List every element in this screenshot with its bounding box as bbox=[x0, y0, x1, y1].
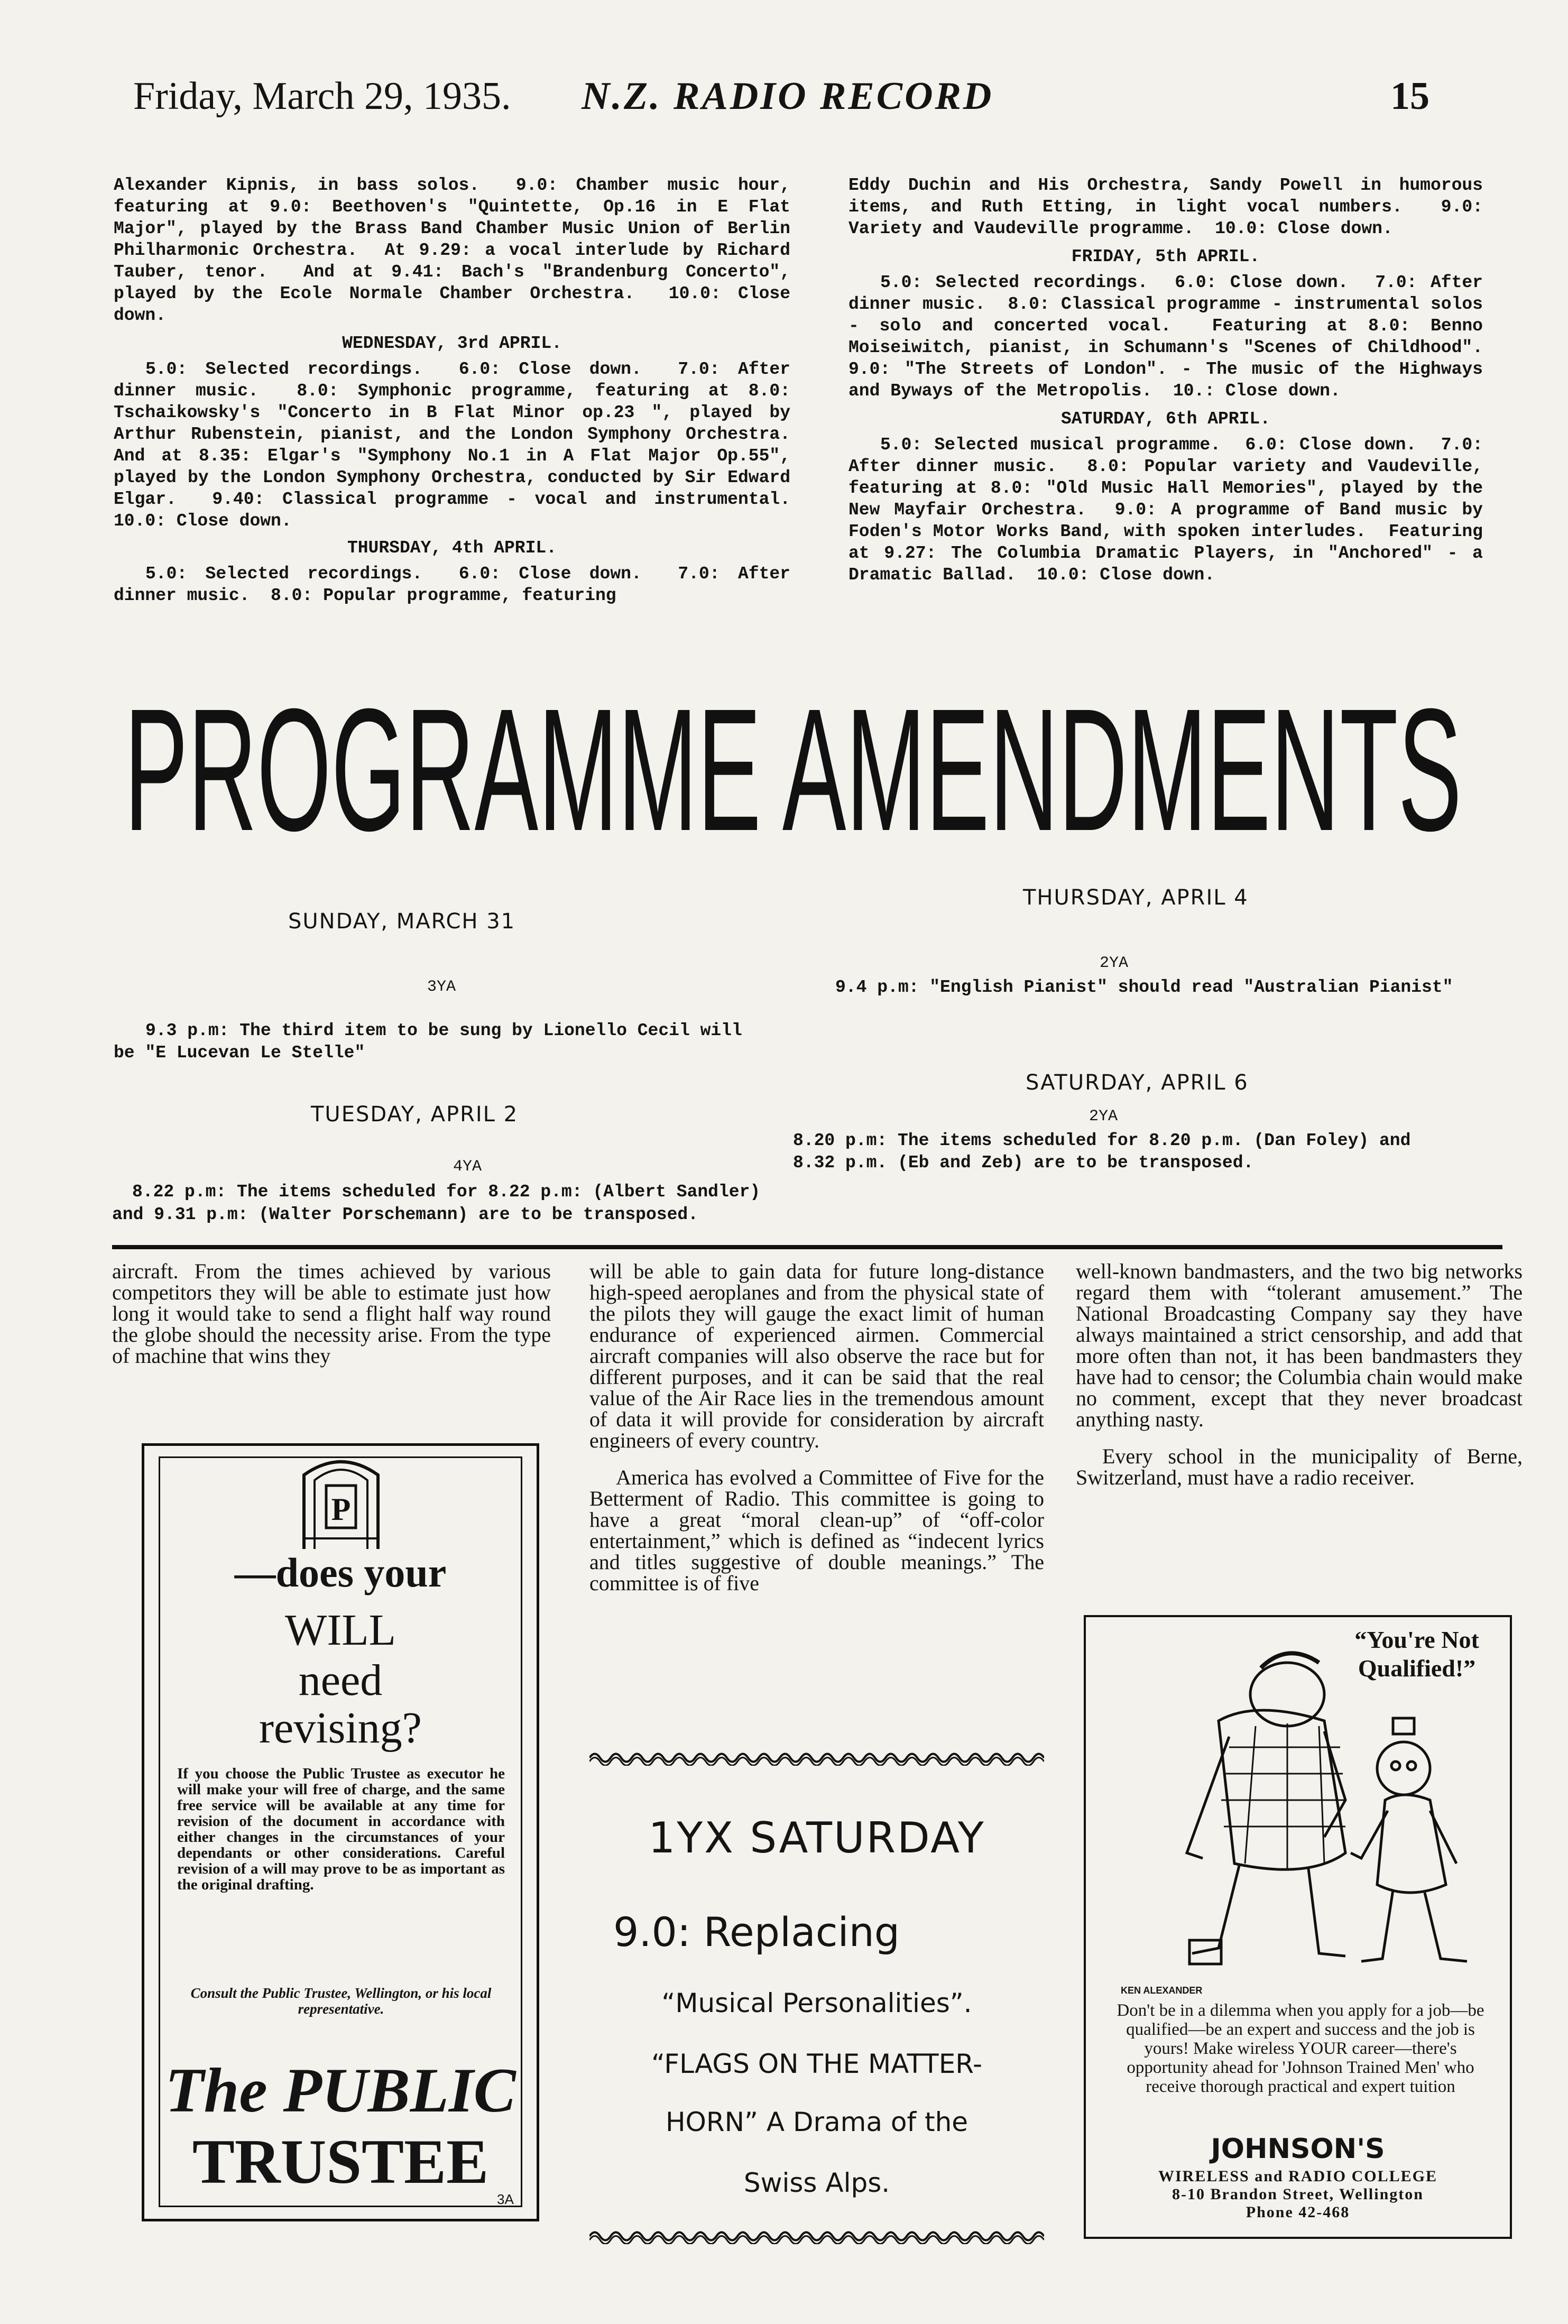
amend-saturday-line: 8.32 p.m. (Eb and Zeb) are to be transposed. bbox=[793, 1153, 1254, 1173]
trustee-headline-4: revising? bbox=[259, 1703, 422, 1753]
trustee-headline-3: need bbox=[298, 1656, 383, 1705]
programme-column-right bbox=[848, 174, 1504, 586]
trustee-body-text: If you choose the Public Trustee as executor he will make your will free of charge, and the same free service will be available at any time for revision of the document in accordance with either changes in the circumstances of your dependants or other considerations. Careful revision of a will may prove to be as important as the original drafting. bbox=[177, 1765, 505, 1893]
trustee-ad-code: 3A bbox=[497, 2191, 514, 2207]
news-paragraph: aircraft. From the times achieved by various competitors they will be able to estimate just how long it would take to send a flight half way round the globe should the necessity arise. From the type of machine that wins they bbox=[112, 1259, 551, 1368]
day-heading: WEDNESDAY, 3rd APRIL. bbox=[342, 334, 562, 353]
amend-tuesday-station: 4YA bbox=[453, 1158, 482, 1176]
programme-paragraph: 5.0: Selected recordings. 6.0: Close down. 7.0: After dinner music. 8.0: Classical programme - instrumental solos - solo and concerted vocal. Featuring at 8.0: Benno Moiseiwitch, pianist, in Schumann's "Scenes of Childhood". 9.0: "The Streets of London". - The music of the Highways and Byways of the Metropolis. 10.: Close down. bbox=[848, 273, 1504, 401]
section-divider bbox=[112, 1245, 1502, 1249]
trustee-headline-2: WILL bbox=[285, 1606, 396, 1655]
yx-title: 1YX SATURDAY bbox=[648, 1813, 985, 1862]
wavy-border-top bbox=[589, 1750, 1044, 1766]
amend-saturday-heading: SATURDAY, APRIL 6 bbox=[1026, 1071, 1249, 1095]
programme-paragraph: 5.0: Selected musical programme. 6.0: Close down. 7.0: After dinner music. 8.0: Popular variety and Vaudeville, featuring at 8.0: "Old Music Hall Memories", played by the New Mayfair Orchestra. 9.0: A programme of Band music by Foden's Motor Works Band, with spoken interludes. Featuring at 9.27: The Columbia Dramatic Players, in "Anchored" - a Dramatic Ballad. 10.0: Close down. bbox=[848, 435, 1493, 585]
trustee-logo-line-2: TRUSTEE bbox=[192, 2126, 489, 2197]
page-date: Friday, March 29, 1935. bbox=[133, 75, 511, 118]
johnson-address-line: 8-10 Brandon Street, Wellington bbox=[1172, 2185, 1424, 2203]
svg-text:P: P bbox=[331, 1492, 351, 1527]
amend-thursday-heading: THURSDAY, APRIL 4 bbox=[1023, 886, 1249, 910]
news-paragraph: Every school in the municipality of Berne, Switzerland, must have a radio receiver. bbox=[1076, 1444, 1523, 1489]
yx-line: HORN” A Drama of the bbox=[665, 2107, 969, 2137]
yx-line: Swiss Alps. bbox=[743, 2168, 890, 2198]
banner-title: PROGRAMME AMENDMENTS bbox=[124, 687, 1462, 851]
johnson-college-name: JOHNSON'S bbox=[1211, 2133, 1385, 2165]
page-number: 15 bbox=[1390, 75, 1429, 118]
cartoon-illustration bbox=[1097, 1631, 1504, 1980]
amendments-banner bbox=[122, 687, 1464, 851]
amend-tuesday-heading: TUESDAY, APRIL 2 bbox=[311, 1102, 519, 1127]
yx-line: “Musical Personalities”. bbox=[661, 1988, 972, 2018]
amend-sunday-heading: SUNDAY, MARCH 31 bbox=[288, 909, 516, 934]
programme-paragraph: 5.0: Selected recordings. 6.0: Close down. 7.0: After dinner music. 8.0: Symphonic programme, featuring at 8.0: Tschaikowsky's "Concerto in B Flat Minor op.23 ", played by Arthur Rubenstein, pianist, and the London Symphony Orchestra. And at 8.35: Elgar's "Symphony No.1 in A Flat Major Op.55", played by the London Symphony Orchestra, conducted by Sir Edward Elgar. 9.40: Classical programme - vocal and instrumental. 10.0: Close down. bbox=[114, 359, 811, 531]
news-paragraph: America has evolved a Committee of Five for the Betterment of Radio. This committee is going to have a great “moral clean-up” of “off-color entertainment,” which is defined as “indecent lyrics and titles suggestive of double meanings.” The committee is of five bbox=[589, 1465, 1044, 1595]
amend-sunday-line: 9.3 p.m: The third item to be sung by Lionello Cecil will bbox=[145, 1021, 742, 1040]
news-column-2 bbox=[589, 1261, 1044, 1601]
amend-thursday-station: 2YA bbox=[1100, 954, 1129, 972]
johnson-quote: “You're Not Qualified!” bbox=[1354, 1626, 1479, 1682]
johnson-address bbox=[1084, 2168, 1512, 2221]
day-heading: THURSDAY, 4th APRIL. bbox=[347, 538, 557, 558]
amend-thursday-line: 9.4 p.m: "English Pianist" should read "Australian Pianist" bbox=[835, 977, 1453, 997]
trustee-emblem-icon bbox=[293, 1449, 389, 1549]
publication-title: N.Z. RADIO RECORD bbox=[582, 75, 994, 118]
trustee-consult-text: Consult the Public Trustee, Wellington, or his local representative. bbox=[190, 1985, 492, 2017]
yx-line: “FLAGS ON THE MATTER- bbox=[651, 2049, 983, 2079]
cartoon-artist-signature: KEN ALEXANDER bbox=[1121, 1985, 1203, 1996]
trustee-headline-1: —does your bbox=[234, 1550, 447, 1596]
amend-saturday-line: 8.20 p.m: The items scheduled for 8.20 p.m. (Dan Foley) and bbox=[793, 1131, 1411, 1150]
programme-paragraph: Alexander Kipnis, in bass solos. 9.0: Chamber music hour, featuring at 9.0: Beethoven's "Quintette, Op.16 in E Flat Major", played by the Brass Band Chamber Music Union of Berlin Philharmonic Orchestra. At 9.29: a vocal interlude by Richard Tauber, tenor. And at 9.41: Bach's "Brandenburg Concerto", played by the Ecole Normale Chamber Orchestra. 10.0: Close down. bbox=[114, 176, 801, 325]
johnson-address-line: Phone 42-468 bbox=[1246, 2203, 1350, 2221]
wavy-border-bottom bbox=[589, 2228, 1044, 2244]
programme-column-left bbox=[114, 174, 811, 606]
yx-replacing: 9.0: Replacing bbox=[613, 1908, 900, 1956]
day-heading: FRIDAY, 5th APRIL. bbox=[1071, 247, 1260, 266]
amend-saturday-station: 2YA bbox=[1089, 1108, 1118, 1126]
amend-sunday-line: be "E Lucevan Le Stelle" bbox=[114, 1043, 365, 1063]
johnson-body-text: Don't be in a dilemma when you apply for a job—be qualified—be an expert and success and the job is yours! Make wireless YOUR career—there's opportunity ahead for 'Johnson Trained Men' who receive thorough practical and expert tuition bbox=[1117, 2001, 1484, 2096]
amend-sunday-station: 3YA bbox=[427, 978, 456, 996]
amend-tuesday-line: 8.22 p.m: The items scheduled for 8.22 p.m: (Albert Sandler) bbox=[132, 1182, 761, 1202]
amend-tuesday-line: and 9.31 p.m: (Walter Porschemann) are to be transposed. bbox=[112, 1205, 698, 1224]
programme-paragraph: 5.0: Selected recordings. 6.0: Close down. 7.0: After dinner music. 8.0: Popular programme, featuring bbox=[114, 564, 801, 605]
trustee-logo-line-1: The PUBLIC bbox=[165, 2055, 516, 2125]
programme-paragraph: Eddy Duchin and His Orchestra, Sandy Powell in humorous items, and Ruth Etting, in light vocal numbers. 9.0: Variety and Vaudeville programme. 10.0: Close down. bbox=[848, 176, 1493, 238]
news-paragraph: well-known bandmasters, and the two big networks regard them with “tolerant amusement.” The National Broadcasting Company say they have always maintained a strict censorship, and add that more often than not, it has been bandmasters they have had to censor; the Columbia chain would make no comment, except that they never broadcast anything nasty. bbox=[1076, 1259, 1523, 1431]
news-column-3 bbox=[1076, 1261, 1523, 1496]
news-column-1 bbox=[112, 1261, 551, 1374]
day-heading: SATURDAY, 6th APRIL. bbox=[1060, 409, 1271, 429]
news-paragraph: will be able to gain data for future long-distance high-speed aeroplanes and from the physical state of the pilots they will gauge the exact limit of human endurance of experienced airmen. Commercial aircraft companies will also observe the race but for different purposes, and it can be said that the real value of the Air Race lies in the tremendous amount of data it will provide for consideration by aircraft engineers of every country. bbox=[589, 1259, 1044, 1452]
johnson-address-line: WIRELESS and RADIO COLLEGE bbox=[1158, 2168, 1437, 2185]
